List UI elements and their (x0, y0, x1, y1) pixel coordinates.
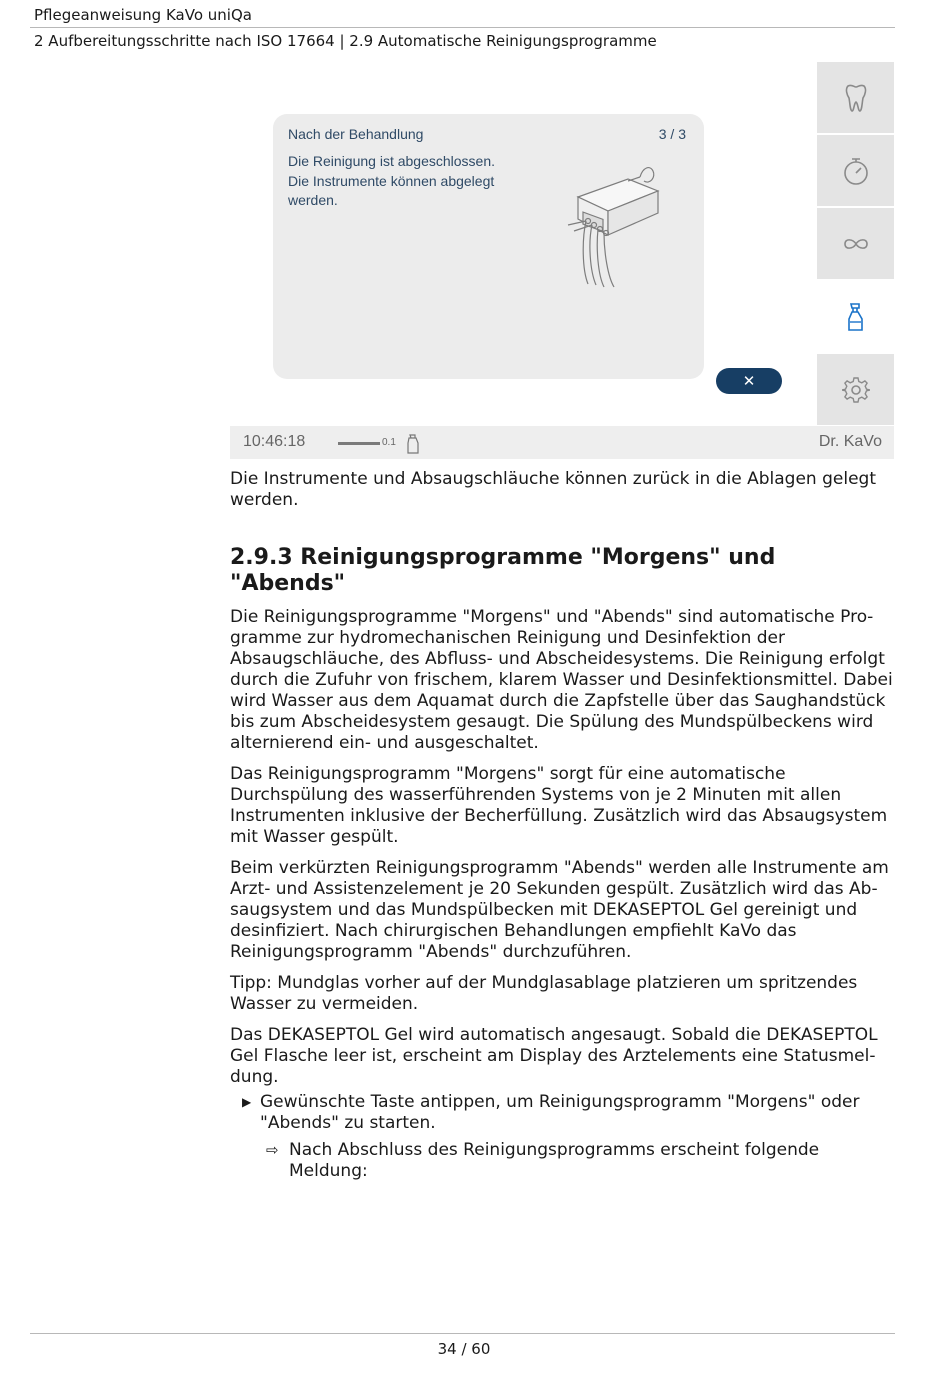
chapter-breadcrumb: 2 Aufbereitungsschritte nach ISO 17664 | 2.9 Automatische Reinigungsprogramme (34, 32, 657, 50)
sidebar-item-timer[interactable] (817, 135, 894, 208)
dental-unit-illustration (558, 159, 668, 294)
paragraph: Die Reinigungsprogramme "Morgens" und "Abends" sind automatische Programme zur hydromechanischen Reinigung und Desinfektion der Absaugschläuche, des Abfluss- und Abscheidesystems. Die Reinigung erfolgt durch die Zufuhr von frischem, klarem Wasser und Desinfektionsmittel. Dabei wird Wasser aus dem Aquamat durch die Zapfstelle über das Saughandstück bis zum Abscheidesystem gesaugt. Die Spülung des Mundspülbeckens wird alternierend ein- und ausgeschaltet. (230, 607, 893, 753)
tooth-icon (844, 83, 868, 113)
dialog-message-line: Die Instrumente können abgelegt (288, 172, 495, 189)
progress-value: 0.1 (382, 437, 396, 448)
sidebar-item-program[interactable] (817, 208, 894, 281)
dialog-message (288, 152, 528, 211)
body-text (230, 469, 896, 1182)
page-number: 34 / 60 (437, 1340, 491, 1358)
triangle-bullet-icon: ▶ (242, 1095, 252, 1109)
paragraph: Das DEKASEPTOL Gel wird automatisch angesaugt. Sobald die DEKASEPTOL Gel Flasche leer ist, erscheint am Display des Arztelements eine Statusmeldung. (230, 1025, 878, 1087)
device-screen-illustration (230, 62, 894, 459)
result-step (230, 1140, 896, 1182)
intro-paragraph: Die Instrumente und Absaugschläuche können zurück in die Ablagen gelegt werden. (230, 469, 876, 510)
dialog-message-line: Die Reinigung ist abgeschlossen. (288, 153, 496, 169)
device-sidebar (817, 62, 894, 427)
paragraph: Tipp: Mundglas vorher auf der Mundglasablage platzieren um spritzendes Wasser zu vermeiden. (230, 973, 858, 1014)
sidebar-item-settings[interactable] (817, 354, 894, 427)
status-dialog (273, 114, 704, 379)
clock: 10:46:18 (243, 433, 306, 450)
footer-divider (30, 1333, 895, 1334)
bottle-status-icon (407, 434, 419, 454)
doc-title: Pflegeanweisung KaVo uniQa (34, 6, 252, 24)
spray-bottle-icon (846, 302, 866, 332)
infinity-icon (841, 236, 871, 252)
gear-icon (842, 376, 870, 404)
section-heading: 2.9.3 Reinigungsprogramme "Morgens" und "Abends" (230, 545, 776, 596)
header-divider (30, 27, 895, 28)
timer-icon (842, 156, 870, 186)
cleaning-progress-bar (338, 442, 380, 445)
paragraph: Das Reinigungsprogramm "Morgens" sorgt für eine automatische Durchspülung des wasserführenden Systems von je 2 Minuten mit allen Instrumenten inklusive der Becherfüllung. Zusätzlich wird das Absaugsystem mit Wasser gespült. (230, 764, 888, 847)
action-step (230, 1092, 896, 1134)
paragraph: Beim verkürzten Reinigungsprogramm "Abends" werden alle Instrumente am Arzt- und Assistenzelement je 20 Sekunden gespült. Zusätzlich wird das Absaugsystem und das Mundspülbecken mit DEKASEPTOL Gel gereinigt und desinfiziert. Nach chirurgischen Behandlungen empfiehlt KaVo das Reinigungsprogramm "Abends" durchzuführen. (230, 858, 889, 962)
device-status-bar (230, 426, 894, 459)
user-name: Dr. KaVo (818, 433, 882, 450)
result-arrow-icon: ⇨ (266, 1141, 279, 1159)
close-icon: ✕ (742, 372, 756, 390)
sidebar-item-cleaning[interactable] (817, 281, 894, 354)
result-text: Nach Abschluss des Reinigungsprogramms erscheint folgende Meldung: (289, 1140, 820, 1181)
action-text: Gewünschte Taste antippen, um Reinigungsprogramm "Morgens" oder "Abends" zu starten. (260, 1092, 860, 1133)
dialog-page-counter: 3 / 3 (658, 126, 686, 142)
dialog-message-line: werden. (288, 192, 338, 208)
sidebar-item-treatment[interactable] (817, 62, 894, 135)
cleaning-progress-fill (338, 442, 380, 445)
close-button[interactable] (716, 368, 782, 394)
dialog-title: Nach der Behandlung (288, 126, 424, 142)
